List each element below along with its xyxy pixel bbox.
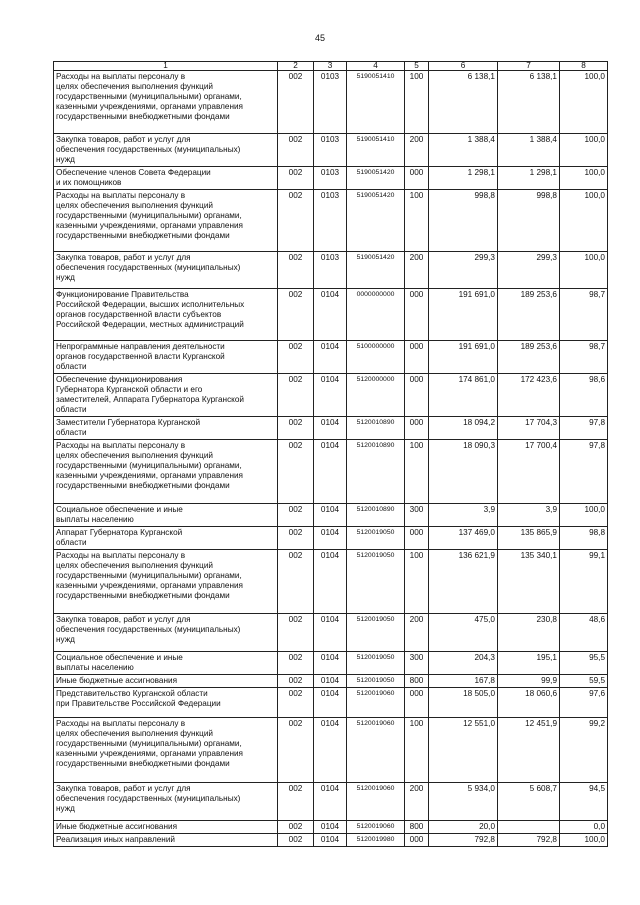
row-code-cell: 002	[278, 821, 314, 834]
row-actual-cell: 1 298,1	[498, 167, 560, 190]
header-row	[54, 62, 608, 71]
row-section-cell: 0103	[314, 190, 347, 252]
row-actual-cell: 299,3	[498, 252, 560, 289]
row-percent-cell: 100,0	[560, 504, 608, 527]
row-expense-type-cell: 200	[405, 134, 429, 167]
row-actual-cell: 230,8	[498, 614, 560, 652]
table-row	[54, 167, 608, 190]
table-row	[54, 527, 608, 550]
table-row	[54, 190, 608, 252]
row-target-cell: 5120019060	[347, 783, 405, 821]
row-expense-type-cell: 200	[405, 252, 429, 289]
row-actual-cell: 135 865,9	[498, 527, 560, 550]
row-section-cell: 0104	[314, 688, 347, 718]
row-section-cell: 0103	[314, 167, 347, 190]
row-expense-type-cell: 000	[405, 688, 429, 718]
row-section-cell: 0103	[314, 71, 347, 134]
row-plan-cell: 998,8	[429, 190, 498, 252]
row-actual-cell: 18 060,6	[498, 688, 560, 718]
row-target-cell: 5190051410	[347, 71, 405, 134]
row-percent-cell: 98,7	[560, 341, 608, 374]
row-expense-type-cell: 200	[405, 614, 429, 652]
row-code-cell: 002	[278, 550, 314, 614]
budget-table	[53, 61, 608, 847]
row-actual-cell: 189 253,6	[498, 289, 560, 341]
row-percent-cell: 99,1	[560, 550, 608, 614]
row-target-cell: 5190051420	[347, 190, 405, 252]
row-section-cell: 0104	[314, 783, 347, 821]
row-percent-cell: 59,5	[560, 675, 608, 688]
row-plan-cell: 792,8	[429, 834, 498, 847]
row-name-cell: Аппарат Губернатора Курганской области	[54, 527, 278, 550]
row-plan-cell: 5 934,0	[429, 783, 498, 821]
row-section-cell: 0104	[314, 527, 347, 550]
row-plan-cell: 18 094,2	[429, 417, 498, 440]
row-name-cell: Расходы на выплаты персоналу в целях обеспечения выполнения функций государственными (муниципальными) органами, казенными учреждениями, органами управления государственными внебюджетными фондами	[54, 718, 278, 783]
row-name-cell: Расходы на выплаты персоналу в целях обеспечения выполнения функций государственными (муниципальными) органами, казенными учреждениями, органами управления государственными внебюджетными фондами	[54, 440, 278, 504]
row-section-cell: 0104	[314, 440, 347, 504]
row-code-cell: 002	[278, 252, 314, 289]
row-actual-cell: 998,8	[498, 190, 560, 252]
row-expense-type-cell: 000	[405, 527, 429, 550]
row-plan-cell: 167,8	[429, 675, 498, 688]
row-target-cell: 5190051410	[347, 134, 405, 167]
row-code-cell: 002	[278, 289, 314, 341]
row-plan-cell: 136 621,9	[429, 550, 498, 614]
row-code-cell: 002	[278, 688, 314, 718]
row-percent-cell: 97,6	[560, 688, 608, 718]
table-row	[54, 289, 608, 341]
row-actual-cell: 189 253,6	[498, 341, 560, 374]
row-section-cell: 0104	[314, 614, 347, 652]
row-plan-cell: 204,3	[429, 652, 498, 675]
table-row	[54, 675, 608, 688]
row-percent-cell: 94,5	[560, 783, 608, 821]
row-expense-type-cell: 100	[405, 190, 429, 252]
row-actual-cell: 5 608,7	[498, 783, 560, 821]
row-plan-cell: 1 298,1	[429, 167, 498, 190]
row-percent-cell: 100,0	[560, 252, 608, 289]
row-code-cell: 002	[278, 167, 314, 190]
row-name-cell: Социальное обеспечение и иные выплаты населению	[54, 504, 278, 527]
row-section-cell: 0104	[314, 821, 347, 834]
row-expense-type-cell: 200	[405, 783, 429, 821]
row-expense-type-cell: 000	[405, 341, 429, 374]
row-percent-cell: 100,0	[560, 134, 608, 167]
row-code-cell: 002	[278, 834, 314, 847]
table-row	[54, 134, 608, 167]
row-section-cell: 0104	[314, 289, 347, 341]
header-cell: 6	[429, 62, 498, 71]
table-row	[54, 783, 608, 821]
row-name-cell: Расходы на выплаты персоналу в целях обеспечения выполнения функций государственными (муниципальными) органами, казенными учреждениями, органами управления государственными внебюджетными фондами	[54, 71, 278, 134]
row-section-cell: 0104	[314, 504, 347, 527]
row-percent-cell: 95,5	[560, 652, 608, 675]
row-name-cell: Иные бюджетные ассигнования	[54, 675, 278, 688]
row-target-cell: 5100000000	[347, 341, 405, 374]
row-percent-cell: 98,7	[560, 289, 608, 341]
row-target-cell: 5120019050	[347, 550, 405, 614]
row-target-cell: 5120000000	[347, 374, 405, 417]
row-actual-cell	[498, 821, 560, 834]
table-row	[54, 821, 608, 834]
row-actual-cell: 172 423,6	[498, 374, 560, 417]
row-code-cell: 002	[278, 718, 314, 783]
row-code-cell: 002	[278, 675, 314, 688]
row-plan-cell: 137 469,0	[429, 527, 498, 550]
row-name-cell: Заместители Губернатора Курганской области	[54, 417, 278, 440]
row-code-cell: 002	[278, 417, 314, 440]
row-expense-type-cell: 300	[405, 504, 429, 527]
row-name-cell: Социальное обеспечение и иные выплаты населению	[54, 652, 278, 675]
row-percent-cell: 48,6	[560, 614, 608, 652]
header-cell: 5	[405, 62, 429, 71]
row-section-cell: 0104	[314, 718, 347, 783]
row-expense-type-cell: 100	[405, 71, 429, 134]
row-expense-type-cell: 000	[405, 289, 429, 341]
row-name-cell: Расходы на выплаты персоналу в целях обеспечения выполнения функций государственными (муниципальными) органами, казенными учреждениями, органами управления государственными внебюджетными фондами	[54, 550, 278, 614]
row-section-cell: 0104	[314, 374, 347, 417]
table-row	[54, 652, 608, 675]
row-code-cell: 002	[278, 374, 314, 417]
header-cell: 7	[498, 62, 560, 71]
row-code-cell: 002	[278, 190, 314, 252]
row-expense-type-cell: 100	[405, 718, 429, 783]
header-cell: 3	[314, 62, 347, 71]
row-target-cell: 5120019050	[347, 675, 405, 688]
row-section-cell: 0103	[314, 252, 347, 289]
row-percent-cell: 97,8	[560, 417, 608, 440]
row-name-cell: Обеспечение функционирования Губернатора Курганской области и его заместителей, Аппарата Губернатора Курганской области	[54, 374, 278, 417]
row-name-cell: Расходы на выплаты персоналу в целях обеспечения выполнения функций государственными (муниципальными) органами, казенными учреждениями, органами управления государственными внебюджетными фондами	[54, 190, 278, 252]
row-target-cell: 5190051420	[347, 252, 405, 289]
row-code-cell: 002	[278, 134, 314, 167]
row-actual-cell: 6 138,1	[498, 71, 560, 134]
row-target-cell: 5120019050	[347, 652, 405, 675]
row-name-cell: Закупка товаров, работ и услуг для обеспечения государственных (муниципальных) нужд	[54, 252, 278, 289]
row-percent-cell: 100,0	[560, 167, 608, 190]
row-percent-cell: 97,8	[560, 440, 608, 504]
row-section-cell: 0104	[314, 341, 347, 374]
row-name-cell: Закупка товаров, работ и услуг для обеспечения государственных (муниципальных) нужд	[54, 783, 278, 821]
row-target-cell: 5120010890	[347, 504, 405, 527]
row-target-cell: 5190051420	[347, 167, 405, 190]
header-cell: 4	[347, 62, 405, 71]
row-actual-cell: 135 340,1	[498, 550, 560, 614]
row-target-cell: 0000000000	[347, 289, 405, 341]
row-target-cell: 5120019980	[347, 834, 405, 847]
row-expense-type-cell: 800	[405, 675, 429, 688]
row-code-cell: 002	[278, 783, 314, 821]
row-plan-cell: 299,3	[429, 252, 498, 289]
row-expense-type-cell: 100	[405, 440, 429, 504]
header-cell: 1	[54, 62, 278, 71]
row-section-cell: 0104	[314, 652, 347, 675]
row-expense-type-cell: 000	[405, 834, 429, 847]
row-plan-cell: 18 505,0	[429, 688, 498, 718]
row-expense-type-cell: 100	[405, 550, 429, 614]
row-percent-cell: 100,0	[560, 190, 608, 252]
table-row	[54, 504, 608, 527]
row-actual-cell: 3,9	[498, 504, 560, 527]
row-code-cell: 002	[278, 527, 314, 550]
row-percent-cell: 99,2	[560, 718, 608, 783]
table-row	[54, 252, 608, 289]
row-expense-type-cell: 000	[405, 374, 429, 417]
table-row	[54, 614, 608, 652]
table-row	[54, 834, 608, 847]
row-section-cell: 0104	[314, 550, 347, 614]
row-target-cell: 5120019060	[347, 821, 405, 834]
row-plan-cell: 475,0	[429, 614, 498, 652]
row-target-cell: 5120010890	[347, 417, 405, 440]
table-row	[54, 550, 608, 614]
row-code-cell: 002	[278, 440, 314, 504]
row-percent-cell: 98,8	[560, 527, 608, 550]
row-percent-cell: 98,6	[560, 374, 608, 417]
row-name-cell: Закупка товаров, работ и услуг для обеспечения государственных (муниципальных) нужд	[54, 614, 278, 652]
row-section-cell: 0104	[314, 417, 347, 440]
row-percent-cell: 100,0	[560, 71, 608, 134]
row-name-cell: Обеспечение членов Совета Федерации и их помощников	[54, 167, 278, 190]
row-actual-cell: 792,8	[498, 834, 560, 847]
row-expense-type-cell: 000	[405, 417, 429, 440]
table-row	[54, 440, 608, 504]
row-plan-cell: 191 691,0	[429, 341, 498, 374]
row-code-cell: 002	[278, 341, 314, 374]
row-actual-cell: 99,9	[498, 675, 560, 688]
row-code-cell: 002	[278, 652, 314, 675]
row-code-cell: 002	[278, 71, 314, 134]
table-row	[54, 688, 608, 718]
row-plan-cell: 1 388,4	[429, 134, 498, 167]
row-actual-cell: 12 451,9	[498, 718, 560, 783]
row-expense-type-cell: 300	[405, 652, 429, 675]
row-actual-cell: 195,1	[498, 652, 560, 675]
row-section-cell: 0104	[314, 675, 347, 688]
row-name-cell: Представительство Курганской области при Правительстве Российской Федерации	[54, 688, 278, 718]
row-target-cell: 5120019060	[347, 718, 405, 783]
row-plan-cell: 174 861,0	[429, 374, 498, 417]
row-target-cell: 5120019060	[347, 688, 405, 718]
row-name-cell: Функционирование Правительства Российской Федерации, высших исполнительных органов государственной власти субъектов Российской Федерации, местных администраций	[54, 289, 278, 341]
table-row	[54, 341, 608, 374]
table-row	[54, 374, 608, 417]
row-actual-cell: 17 700,4	[498, 440, 560, 504]
row-plan-cell: 18 090,3	[429, 440, 498, 504]
table-row	[54, 718, 608, 783]
row-actual-cell: 1 388,4	[498, 134, 560, 167]
row-section-cell: 0103	[314, 134, 347, 167]
header-cell: 2	[278, 62, 314, 71]
row-code-cell: 002	[278, 614, 314, 652]
row-plan-cell: 191 691,0	[429, 289, 498, 341]
row-name-cell: Закупка товаров, работ и услуг для обеспечения государственных (муниципальных) нужд	[54, 134, 278, 167]
row-section-cell: 0104	[314, 834, 347, 847]
row-percent-cell: 0,0	[560, 821, 608, 834]
page-number: 45	[314, 33, 325, 43]
row-actual-cell: 17 704,3	[498, 417, 560, 440]
row-name-cell: Реализация иных направлений	[54, 834, 278, 847]
row-name-cell: Иные бюджетные ассигнования	[54, 821, 278, 834]
row-plan-cell: 3,9	[429, 504, 498, 527]
row-target-cell: 5120019050	[347, 527, 405, 550]
row-name-cell: Непрограммные направления деятельности органов государственной власти Курганской области	[54, 341, 278, 374]
row-plan-cell: 6 138,1	[429, 71, 498, 134]
row-plan-cell: 12 551,0	[429, 718, 498, 783]
row-code-cell: 002	[278, 504, 314, 527]
table-row	[54, 417, 608, 440]
row-target-cell: 5120010890	[347, 440, 405, 504]
row-target-cell: 5120019050	[347, 614, 405, 652]
row-plan-cell: 20,0	[429, 821, 498, 834]
row-expense-type-cell: 800	[405, 821, 429, 834]
row-percent-cell: 100,0	[560, 834, 608, 847]
table-row	[54, 71, 608, 134]
row-expense-type-cell: 000	[405, 167, 429, 190]
header-cell: 8	[560, 62, 608, 71]
